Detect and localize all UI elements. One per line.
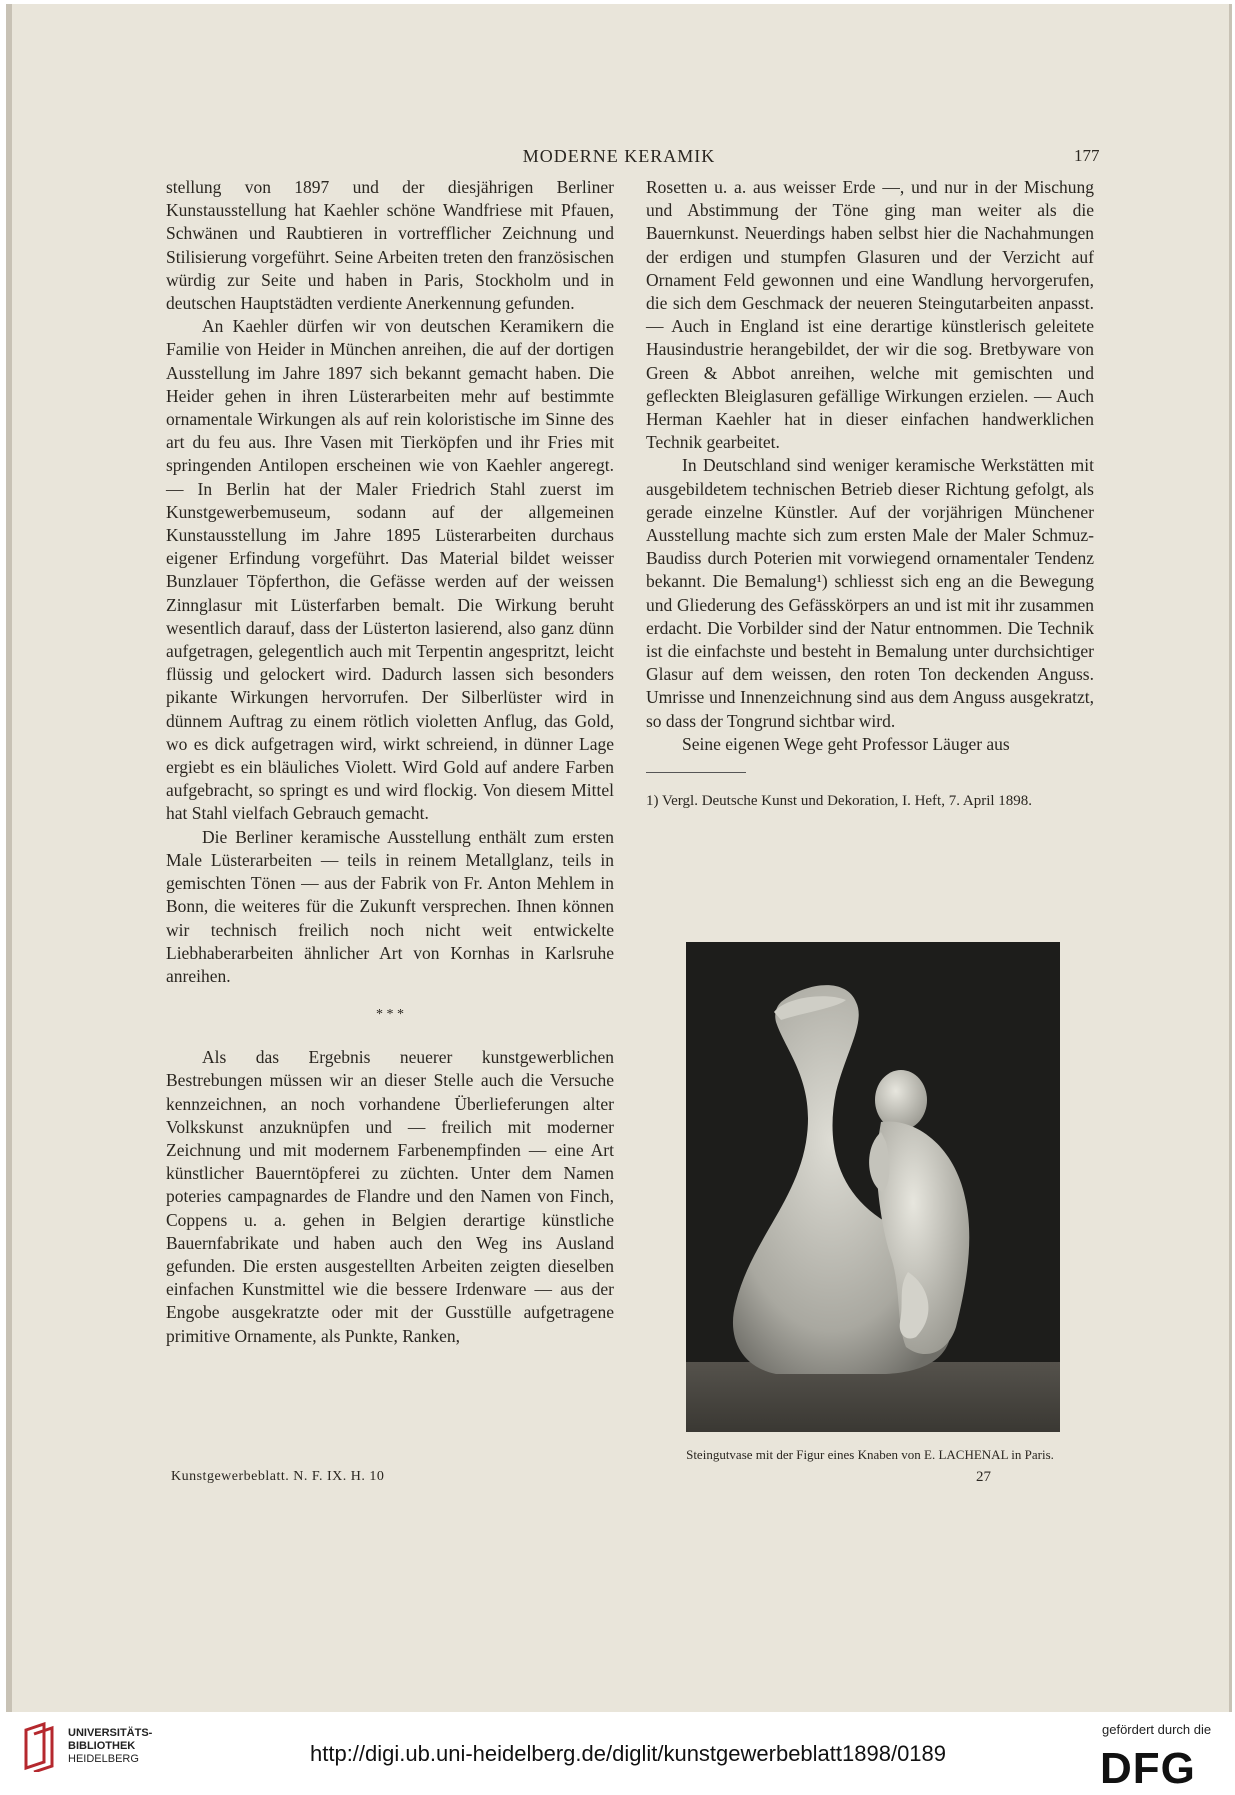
paragraph: Seine eigenen Wege geht Professor Läuger aus <box>682 733 1010 754</box>
paragraph: stellung von 1897 und der diesjährigen Berliner Kunstausstellung hat Kaehler schöne Wandfriese mit Pfauen, Schwänen und Raubtieren in vortrefflicher Zeichnung und Stilisierung vorgeführt. Seine Arbeiten treten den französischen würdig zur Seite und haben in Paris, Stockholm und in deutschen Hauptstädten verdiente Anerkennung gefunden. <box>166 177 614 314</box>
footnote-rule <box>646 772 746 773</box>
library-line: UNIVERSITÄTS- <box>68 1727 153 1739</box>
paragraph: Als das Ergebnis neuerer kunstgewerblichen Bestrebungen müssen wir an dieser Stelle auch die Versuche kennzeichnen, an noch vorhandene Überlieferungen alter Volkskunst anzuknüpfen und — freilich mit moderner Zeichnung und mit modernem Farbenempfinden — eine Art künstlicher Bauerntöpferei zu züchten. Unter dem Namen poteries campagnardes de Flandre und den Namen von Finch, Coppens u. a. gehen in Belgien derartige künstliche Bauernfabrikate und haben auch den Weg ins Ausland gefunden. Die ersten ausgestellten Arbeiten zeigten dieselben einfachen Kunstmittel wie die bessere Irdenware — aus der Engobe ausgekratzte oder mit der Gusstülle aufgetragene primitive Ornamente, als Punkte, Ranken, <box>166 1047 614 1346</box>
signature-mark: 27 <box>976 1469 991 1485</box>
section-separator: * * * <box>376 1007 404 1023</box>
page-number: 177 <box>1074 146 1100 165</box>
paragraph: Die Berliner keramische Ausstellung enthält zum ersten Male Lüsterarbeiten — teils in reinem Metallglanz, teils in gemischten Tönen — aus der Fabrik von Fr. Anton Mehlem in Bonn, die weiteres für die Zukunft versprechen. Ihnen können wir technisch freilich noch nicht weit entwickelte Liebhaberarbeiten ähnlicher Art von Kornhas in Karlsruhe anreihen. <box>166 826 614 986</box>
library-line: BIBLIOTHEK <box>68 1740 136 1752</box>
permalink-url[interactable]: http://digi.ub.uni-heidelberg.de/diglit/kunstgewerbeblatt1898/0189 <box>310 1741 947 1766</box>
scanned-page <box>6 4 1232 1712</box>
journal-footer: Kunstgewerbeblatt. N. F. IX. H. 10 <box>171 1469 385 1484</box>
page-edge-right <box>1229 4 1232 1712</box>
sponsor-note: gefördert durch die <box>1102 1722 1212 1737</box>
figure-caption: Steingutvase mit der Figur eines Knaben von E. LACHENAL in Paris. <box>686 1447 1054 1462</box>
library-line: HEIDELBERG <box>68 1753 139 1765</box>
running-title: MODERNE KERAMIK <box>522 146 716 166</box>
footnote: 1) Vergl. Deutsche Kunst und Dekoration, I. Heft, 7. April 1898. <box>646 793 1033 810</box>
library-name <box>68 1727 152 1766</box>
dfg-logo: DFG <box>1100 1744 1196 1793</box>
paragraph: An Kaehler dürfen wir von deutschen Keramikern die Familie von Heider in München anreihen, die auf der dortigen Ausstellung im Jahre 1897 sich bekannt gemacht haben. Die Heider gehen in ihren Lüsterarbeiten mehr auf bestimmte ornamentale Wirkungen als auf rein koloristische im Sinne des art du feu aus. Ihre Vasen mit Tierköpfen und ihr Fries mit springenden Antilopen erscheinen wie von Kaehler angeregt. — In Berlin hat der Maler Friedrich Stahl zuerst im Kunstgewerbemuseum, sodann auf der allgemeinen Kunstausstellung im Jahre 1895 Lüsterarbeiten durchaus eigener Erfindung vorgeführt. Das Material bildet weisser Bunzlauer Töpferthon, die Gefässe werden auf der weissen Zinnglasur mit Lüsterfarben bemalt. Die Wirkung beruht wesentlich darauf, dass der Lüsterton lasierend, also ganz dünn aufgetragen, gelegentlich auch mit Terpentin angespritzt, leicht flüssig und gelockert wird. Dadurch lassen sich besonders pikante Wirkungen hervorrufen. Der Silberlüster wird in dünnem Auftrag zu einem rötlich violetten Anflug, das Gold, wo es dick aufgetragen wird, wirkt schreiend, in dünner Lage ergiebt es ein bläuliches Violett. Wird Gold auf andere Farben aufgebracht, so springt es und wird flockig. Von diesem Mittel hat Stahl vielfach Gebrauch gemacht. <box>166 316 614 824</box>
vase-illustration <box>686 942 1060 1432</box>
paragraph: Rosetten u. a. aus weisser Erde —, und nur in der Mischung und Abstimmung der Töne ging man weiter als die Bauernkunst. Neuerdings haben selbst hier die Nachahmungen der erdigen und stumpfen Glasuren und der Verzicht auf Ornament Feld gewonnen und eine Wandlung hervorgerufen, die sich dem Geschmack der neueren Steingutarbeiten anpasst. — Auch in England ist eine derartige künstlerisch geleitete Hausindustrie herangebildet, der wir die sog. Bretbyware von Green & Abbot anreihen, welche mit gemischten und gefleckten Bleiglasuren gefällige Wirkungen erzielen. — Auch Herman Kaehler hat in dieser einfachen handwerklichen Technik gearbeitet. <box>646 177 1094 453</box>
digitization-bar <box>0 1712 1235 1795</box>
right-column <box>646 176 1094 812</box>
vase-photograph <box>686 942 1060 1432</box>
page-edge-left <box>6 4 12 1712</box>
library-logo-icon <box>20 1722 62 1776</box>
paragraph: In Deutschland sind weniger keramische Werkstätten mit ausgebildetem technischen Betrieb dieser Richtung gefolgt, als gerade einzelne Künstler. Auf der vorjährigen Münchener Ausstellung machte sich zum ersten Male der Maler Schmuz-Baudiss durch Poterien mit vorwiegend ornamentaler Tendenz bekannt. Die Bemalung¹) schliesst sich eng an die Bewegung und Gliederung des Gefässkörpers an und ist mit ihr zusammen erdacht. Die Vorbilder sind der Natur entnommen. Die Technik ist die einfachste und besteht in Bemalung unter durchsichtiger Glasur auf dem weissen, den roten Ton deckenden Anguss. Umrisse und Innenzeichnung sind aus dem Anguss ausgekratzt, so dass der Tongrund sichtbar wird. <box>646 455 1094 731</box>
left-column <box>166 176 614 1348</box>
